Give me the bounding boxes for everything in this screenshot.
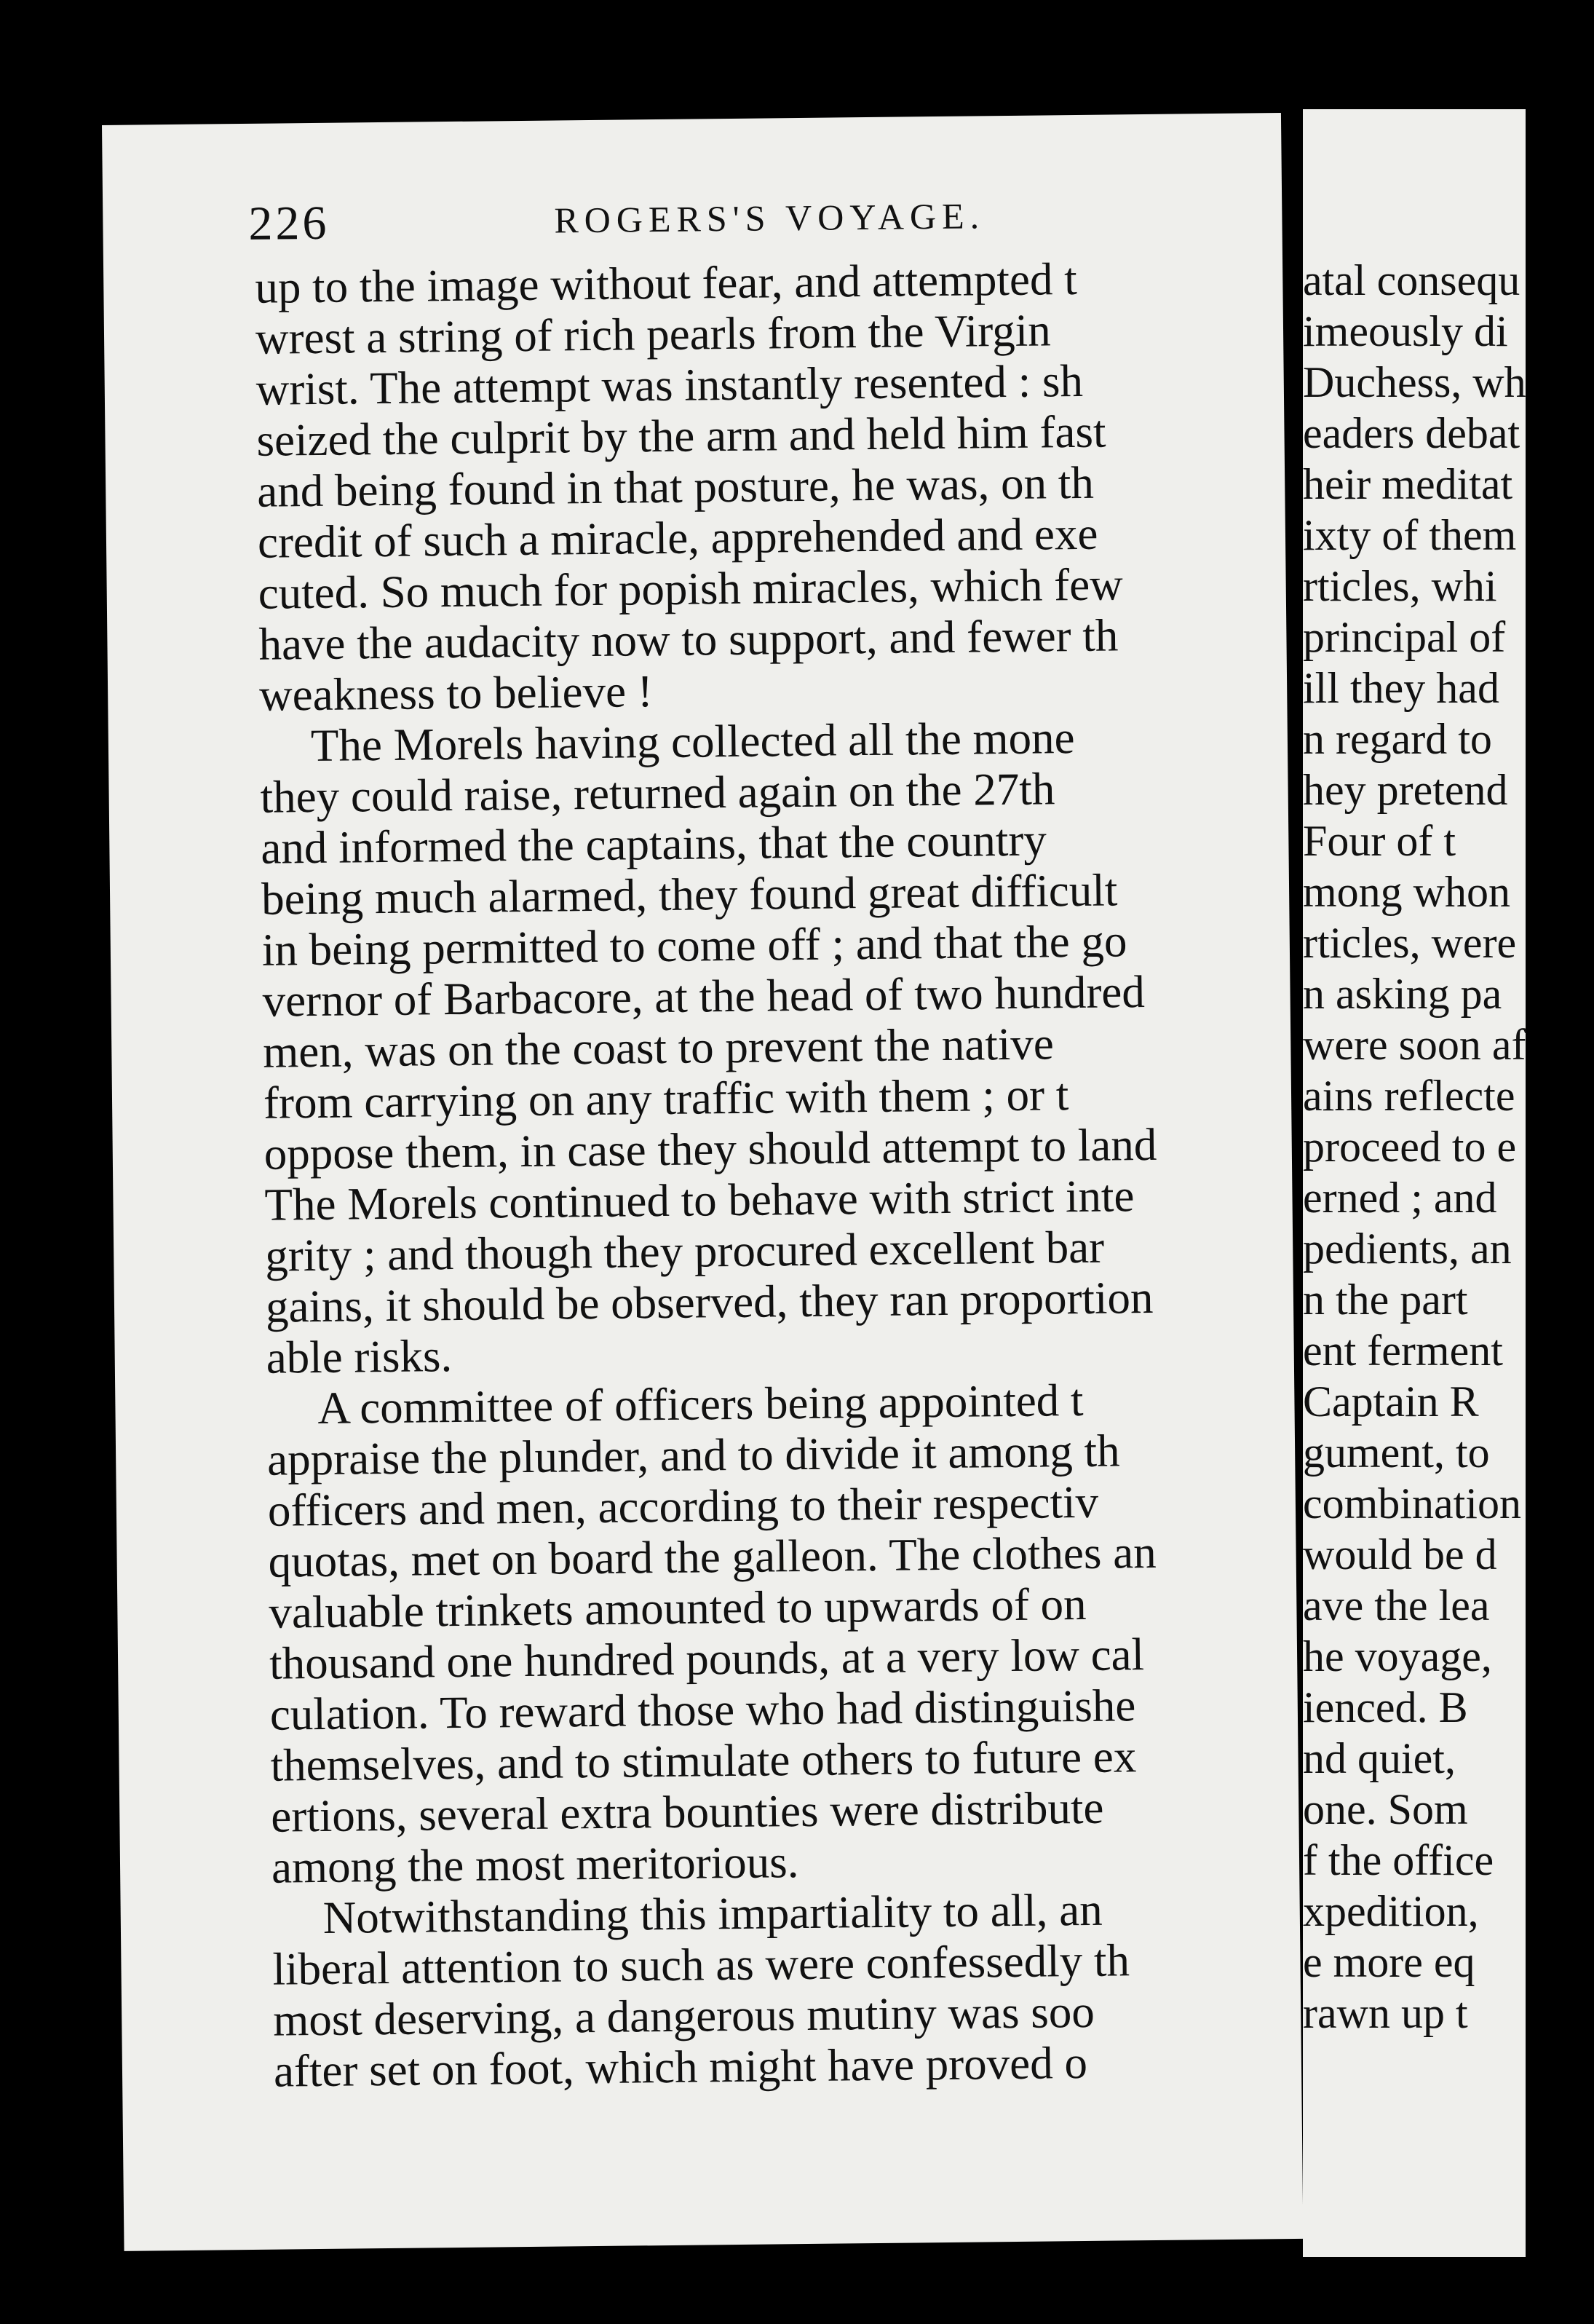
text-line: cuted. So much for popish miracles, which few: [258, 558, 1124, 619]
text-line: pedients, an: [1303, 1225, 1512, 1273]
text-line: mong whon: [1303, 868, 1510, 916]
text-line: wrest a string of rich pearls from the Virgin: [255, 304, 1052, 364]
text-line: combination: [1303, 1479, 1521, 1527]
body-text: [255, 250, 1365, 2097]
text-line: and being found in that posture, he was, on th: [256, 456, 1095, 517]
text-line: they could raise, returned again on the 27th: [260, 763, 1055, 823]
text-line: appraise the plunder, and to divide it among th: [266, 1425, 1120, 1485]
text-line: have the audacity now to support, and fewer th: [258, 609, 1119, 670]
text-line: in being permitted to come off ; and that the go: [261, 915, 1127, 976]
text-line: wrist. The attempt was instantly resented : sh: [255, 355, 1084, 415]
text-line: valuable trinkets amounted to upwards of on: [269, 1578, 1087, 1638]
text-line: able risks.: [266, 1330, 453, 1383]
text-line: seized the culprit by the arm and held him fast: [256, 406, 1106, 466]
text-line: officers and men, according to their respectiv: [267, 1476, 1099, 1536]
text-line: would be d: [1303, 1530, 1497, 1578]
text-line: ains reflecte: [1303, 1072, 1515, 1120]
text-line: quotas, met on board the galleon. The clothes an: [268, 1526, 1157, 1587]
text-line: n the part: [1303, 1276, 1468, 1324]
text-line: were soon af: [1303, 1021, 1526, 1069]
text-line: ave the lea: [1303, 1581, 1490, 1629]
text-line: Captain R: [1303, 1378, 1479, 1426]
text-line: after set on foot, which might have proved o: [273, 2036, 1088, 2097]
text-line: The Morels continued to behave with strict inte: [264, 1170, 1135, 1230]
page-header: [248, 186, 1267, 250]
text-line: proceed to e: [1303, 1123, 1517, 1171]
text-line: gument, to: [1303, 1428, 1490, 1477]
text-line: ertions, several extra bounties were distribute: [270, 1782, 1104, 1842]
text-line: most deserving, a dangerous mutiny was soo: [272, 1985, 1095, 2046]
text-line: nd quiet,: [1303, 1734, 1456, 1782]
left-page: [102, 113, 1303, 2251]
text-line: rticles, whi: [1303, 562, 1497, 610]
text-line: thousand one hundred pounds, at a very low cal: [269, 1629, 1145, 1689]
text-line: liberal attention to such as were confessedly th: [272, 1934, 1130, 1995]
text-line: e more eq: [1303, 1938, 1475, 1986]
text-line: rticles, were: [1303, 919, 1517, 967]
text-line: culation. To reward those who had distinguishe: [269, 1680, 1136, 1740]
text-line: n asking pa: [1303, 970, 1502, 1018]
text-line: rawn up t: [1303, 1989, 1468, 2037]
text-line: oppose them, in case they should attempt to land: [263, 1118, 1157, 1179]
text-line: Notwithstanding this impartiality to all, an: [322, 1884, 1103, 1943]
text-line: eaders debat: [1303, 409, 1520, 457]
text-line: one. Som: [1303, 1785, 1468, 1833]
text-line: and informed the captains, that the country: [261, 814, 1047, 874]
text-line: weakness to believe !: [258, 665, 654, 721]
text-line: erned ; and: [1303, 1174, 1497, 1222]
text-line: hey pretend: [1303, 766, 1508, 814]
text-line: Duchess, wh: [1303, 358, 1526, 406]
text-line: from carrying on any traffic with them ; or t: [263, 1069, 1069, 1129]
right-page: [1303, 109, 1526, 2257]
text-line: f the office: [1303, 1836, 1494, 1884]
text-line: A committee of officers being appointed t: [317, 1374, 1084, 1434]
text-line: ienced. B: [1303, 1683, 1468, 1731]
text-line: he voyage,: [1303, 1632, 1492, 1680]
text-line: Four of t: [1303, 817, 1456, 865]
text-line: xpedition,: [1303, 1887, 1479, 1935]
text-line: themselves, and to stimulate others to future ex: [270, 1731, 1137, 1791]
text-line: up to the image without fear, and attempted t: [254, 253, 1078, 313]
text-line: ill they had: [1303, 664, 1499, 712]
page-number: 226: [248, 196, 330, 250]
text-line: gains, it should be observed, they ran proportion: [265, 1271, 1154, 1332]
text-line: vernor of Barbacore, at the head of two hundred: [262, 966, 1146, 1027]
text-line: grity ; and though they procured excellent bar: [264, 1221, 1105, 1281]
text-line: among the most meritorious.: [271, 1836, 799, 1893]
text-line: being much alarmed, they found great difficult: [261, 864, 1118, 925]
text-line: atal consequ: [1303, 256, 1520, 304]
right-page-text: [1303, 255, 1594, 2039]
text-line: ent ferment: [1303, 1327, 1503, 1375]
text-line: heir meditat: [1303, 460, 1513, 508]
text-line: n regard to: [1303, 715, 1492, 763]
text-line: principal of: [1303, 613, 1506, 661]
text-line: The Morels having collected all the mone: [310, 712, 1075, 772]
text-line: men, was on the coast to prevent the native: [262, 1018, 1055, 1078]
text-line: ixty of them: [1303, 511, 1517, 559]
text-line: imeously di: [1303, 307, 1508, 355]
running-title: ROGERS'S VOYAGE.: [554, 195, 986, 241]
text-line: credit of such a miracle, apprehended and exe: [257, 507, 1098, 568]
